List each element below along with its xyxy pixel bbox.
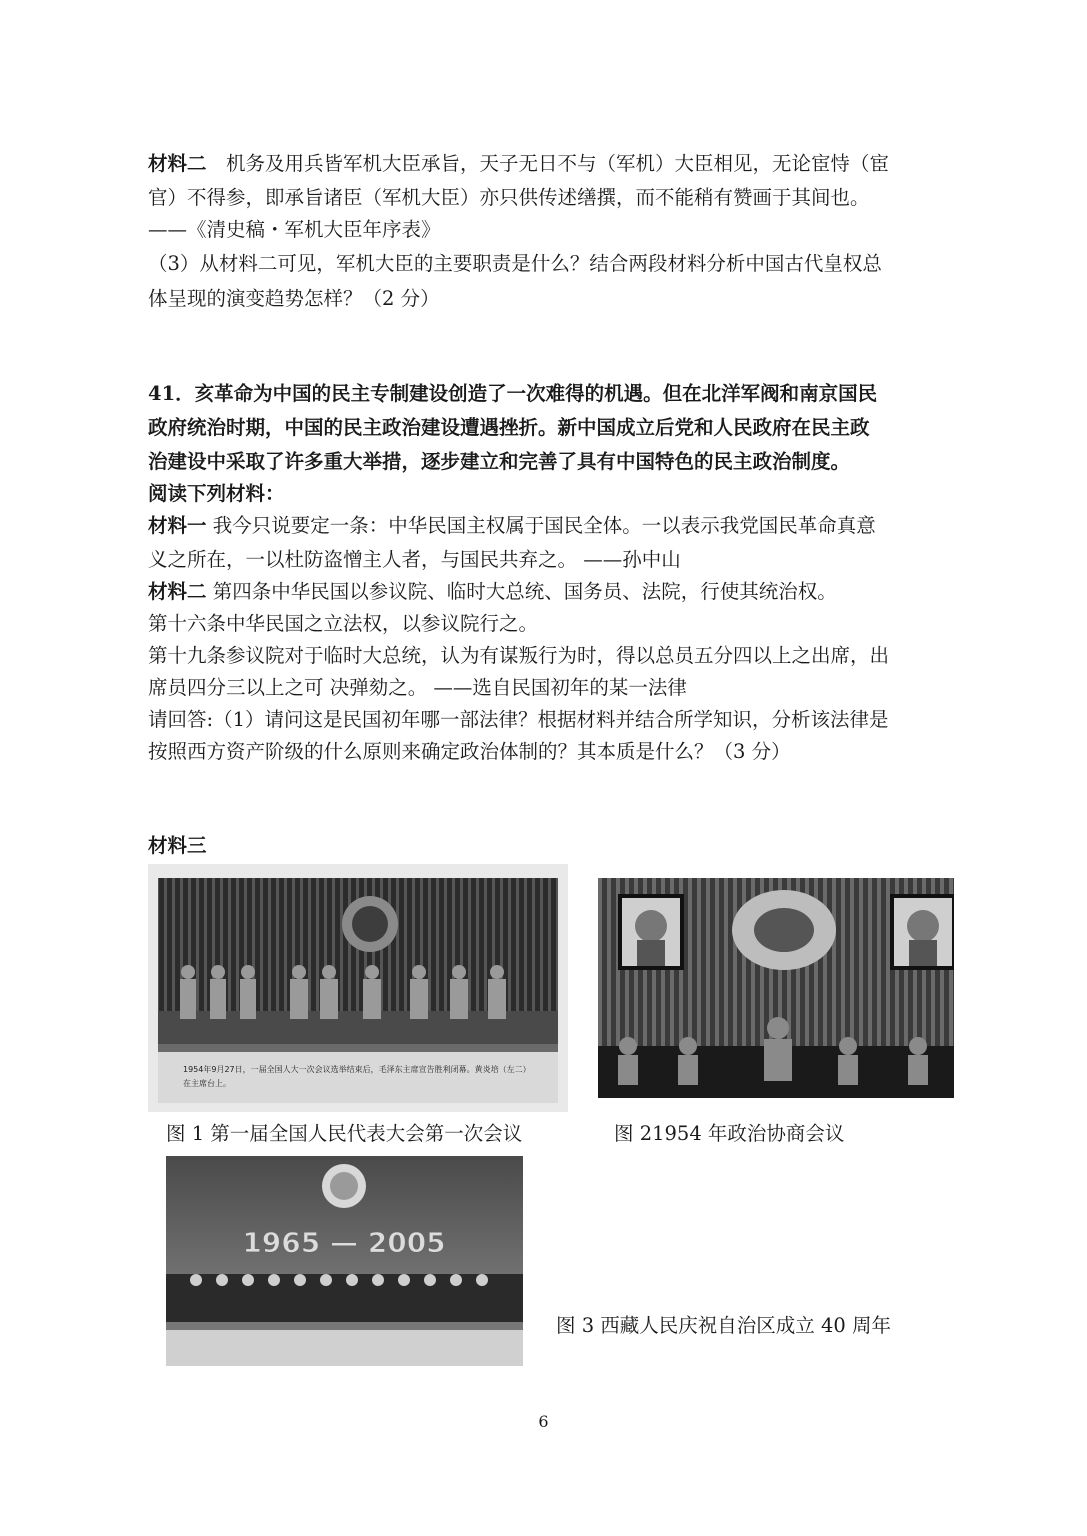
photo1-caption-line1: 1954年9月27日，一届全国人大一次会议选举结束后，毛泽东主席宣告胜利闭幕。黄炎培（左二） [183, 1065, 531, 1074]
q41-instruction: 阅读下列材料： [148, 482, 285, 505]
question3-line1: （3）从材料二可见，军机大臣的主要职责是什么？结合两段材料分析中国古代皇权总 [148, 252, 882, 275]
photo-tibet-40th [166, 1156, 523, 1366]
material1-line1 [148, 508, 876, 544]
page-number: 6 [538, 1412, 549, 1431]
material-text: 第四条中华民国以参议院、临时大总统、国务员、法院，行使其统治权。 [206, 580, 837, 603]
photo-tibet-image [166, 1156, 523, 1366]
photo-cppcc-1954 [598, 878, 954, 1098]
photo-first-npc-image [148, 864, 568, 1112]
material-label: 材料二 [148, 580, 207, 603]
q41-line1 [148, 376, 877, 412]
material2-source: ——《清史稿・军机大臣年序表》 [148, 218, 441, 241]
photo1-caption-line2: 在主席台上。 [183, 1079, 231, 1088]
material2-line1 [148, 146, 889, 182]
photo3-banner: 1965 — 2005 [242, 1226, 446, 1259]
figure1-caption: 图 1 第一届全国人民代表大会第一次会议 [166, 1122, 523, 1145]
material3-label: 材料三 [148, 834, 207, 857]
material-label: 材料二 [148, 152, 207, 175]
ask-line2: 按照西方资产阶级的什么原则来确定政治体制的？其本质是什么？（3 分） [148, 740, 791, 763]
material2b-line1 [148, 574, 837, 610]
q41-line2: 政府统治时期，中国的民主政治建设遭遇挫折。新中国成立后党和人民政府在民主政 [148, 416, 870, 439]
photo-cppcc-image [598, 878, 954, 1098]
material-text: 机务及用兵皆军机大臣承旨，天子无日不与（军机）大臣相见，无论宦恃（宦 [206, 152, 890, 175]
material2b-line4: 席员四分三以上之可 决弹劾之。 ——选自民国初年的某一法律 [148, 676, 687, 699]
material-label: 材料一 [148, 514, 207, 537]
figure2-caption: 图 21954 年政治协商会议 [614, 1122, 845, 1145]
photo-first-npc [148, 864, 568, 1112]
question3-line2: 体呈现的演变趋势怎样？（2 分） [148, 287, 440, 310]
material-text: 我今只说要定一条：中华民国主权属于国民全体。一以表示我党国民革命真意 [206, 514, 876, 537]
material2b-line2: 第十六条中华民国之立法权，以参议院行之。 [148, 612, 539, 635]
q41-text: 亥革命为中国的民主专制建设创造了一次难得的机遇。但在北洋军阀和南京国民 [194, 382, 878, 405]
question-number: 41． [148, 382, 195, 405]
material1-line2: 义之所在，一以杜防盗憎主人者，与国民共弃之。 ——孙中山 [148, 548, 681, 571]
material2b-line3: 第十九条参议院对于临时大总统，认为有谋叛行为时，得以总员五分四以上之出席，出 [148, 644, 890, 667]
ask-line1: 请回答:（1）请问这是民国初年哪一部法律？根据材料并结合所学知识，分析该法律是 [148, 708, 889, 731]
material2-line2: 官）不得参，即承旨诸臣（军机大臣）亦只供传述缮撰，而不能稍有赞画于其间也。 [148, 186, 870, 209]
q41-line3: 治建设中采取了许多重大举措，逐步建立和完善了具有中国特色的民主政治制度。 [148, 450, 851, 473]
figure3-caption: 图 3 西藏人民庆祝自治区成立 40 周年 [556, 1314, 892, 1337]
